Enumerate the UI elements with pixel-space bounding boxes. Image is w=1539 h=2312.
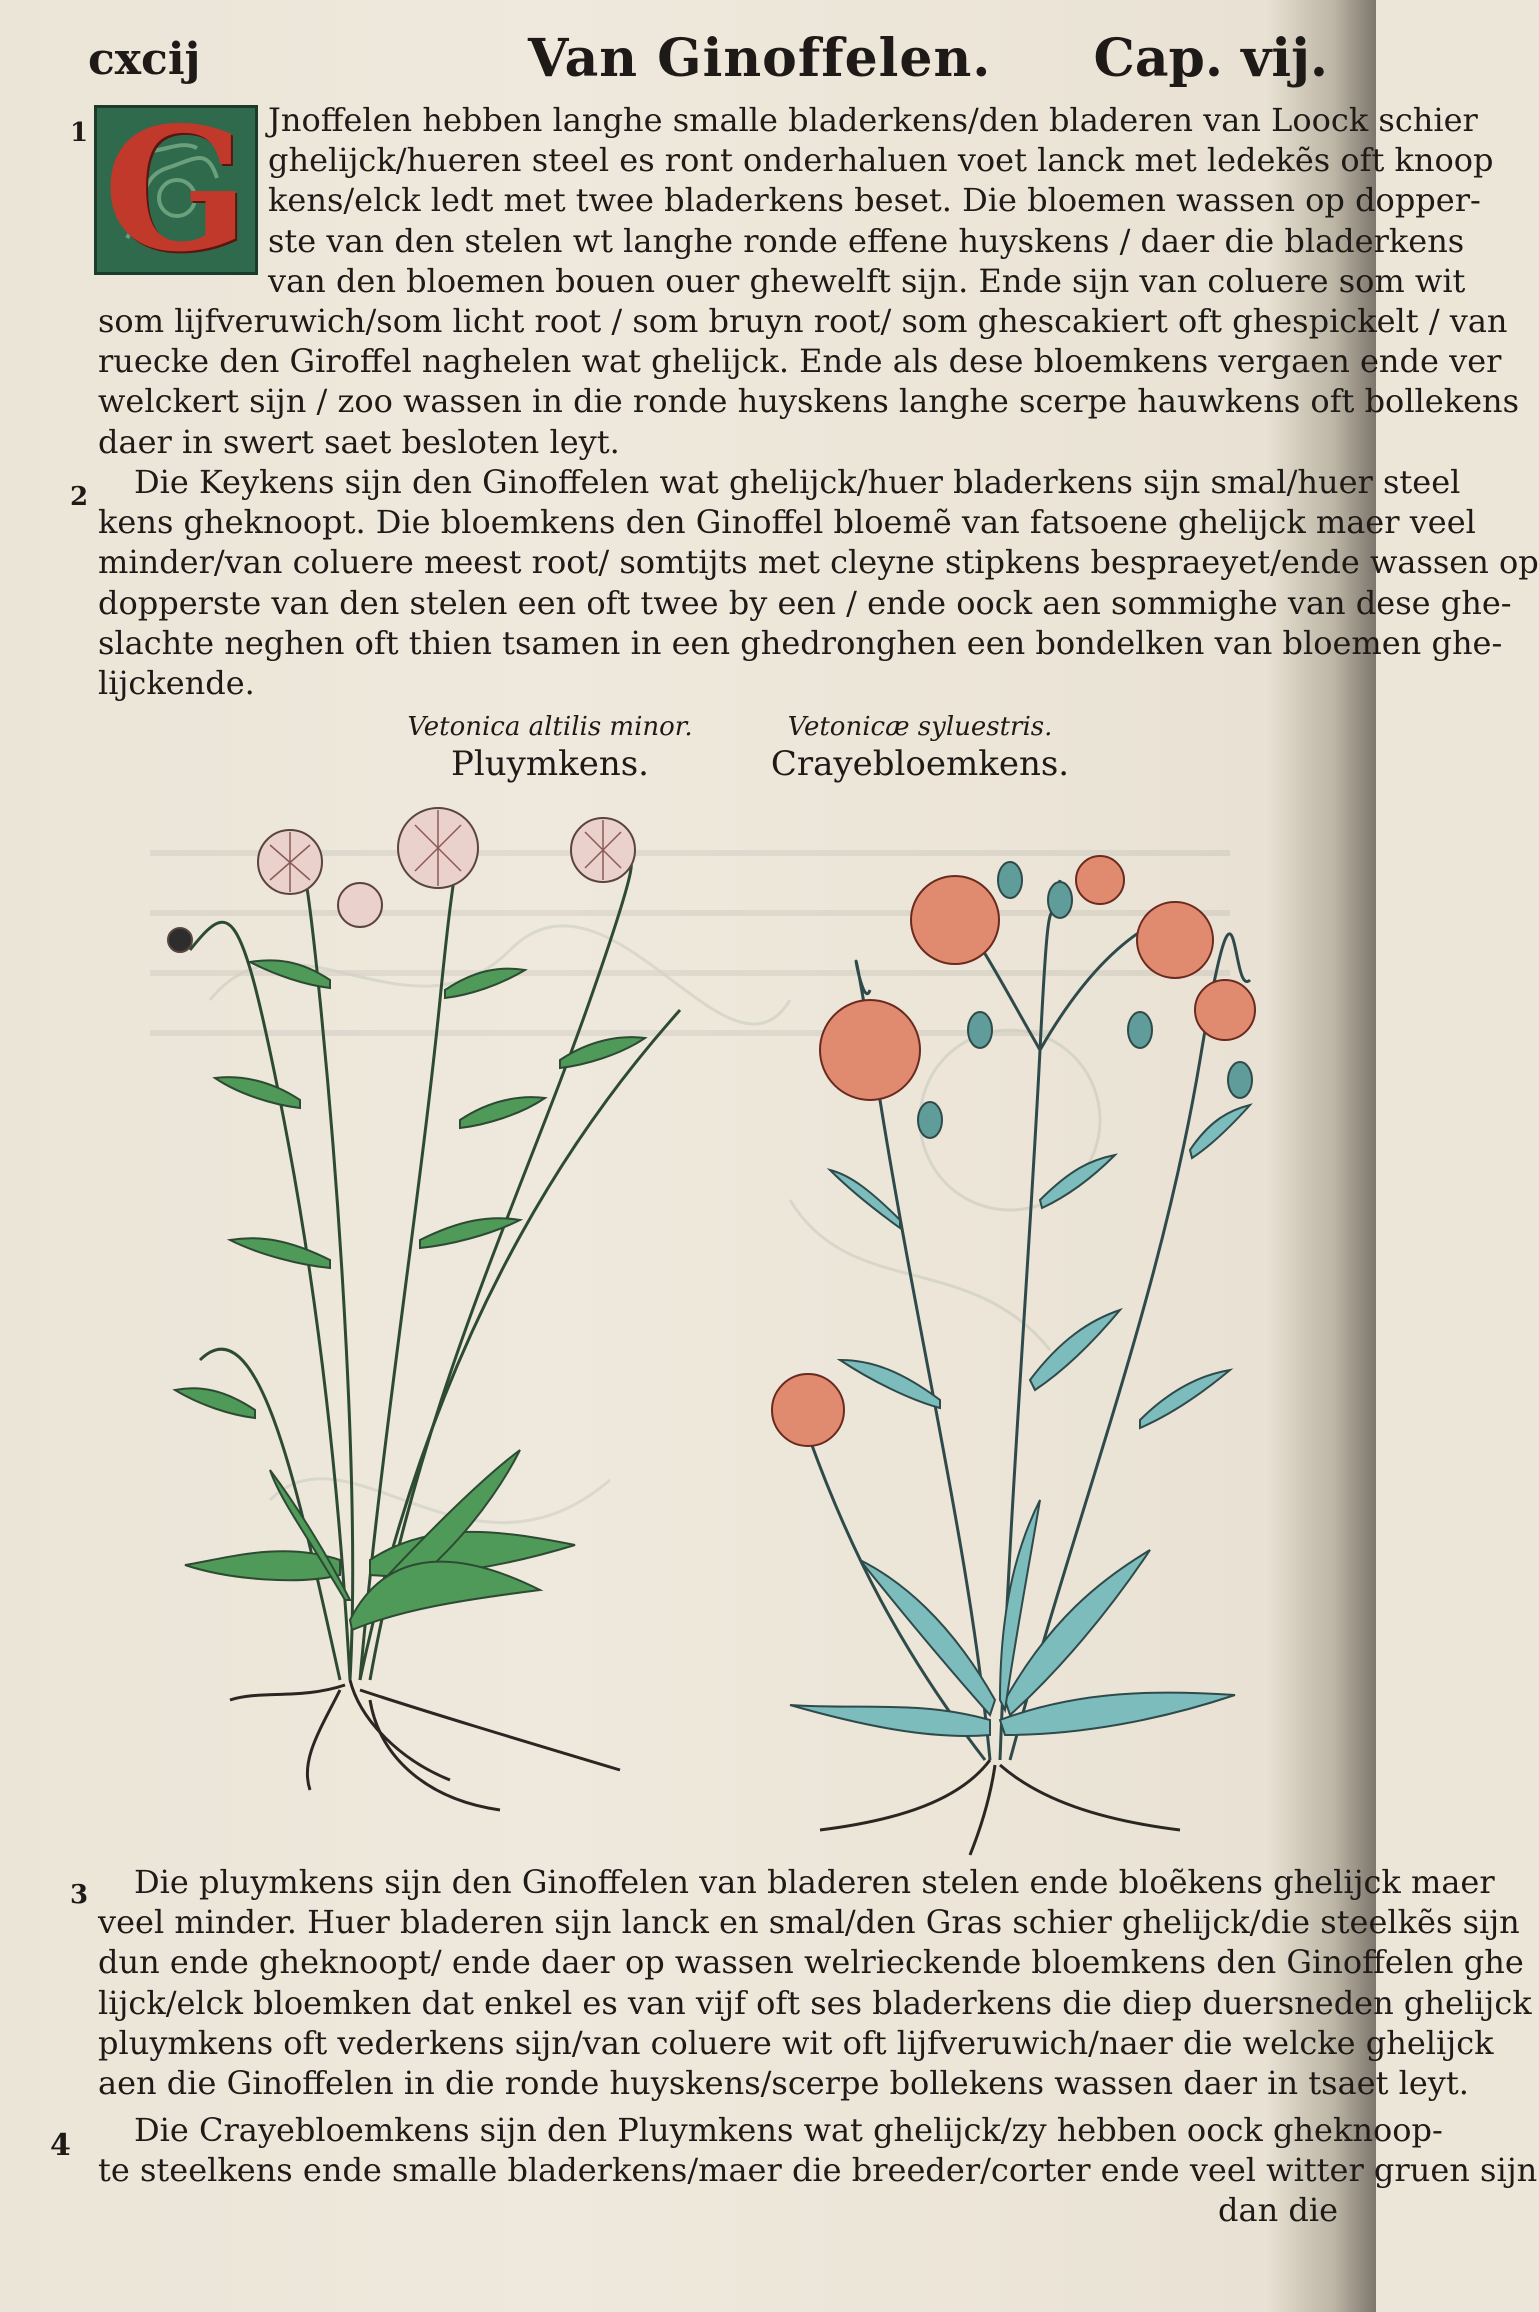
text-line: pluymkens oft vederkens sijn/van coluere wit oft lijfveruwich/naer die welcke ghelijck [98,2023,1494,2062]
paragraph-4 [98,2110,1537,2231]
text-line: Die Keykens sijn den Ginoffelen wat ghelijck/huer bladerkens sijn smal/huer steel [134,463,1461,501]
caption-latin-left: Vetonica altilis minor. [407,712,693,742]
paragraph-3 [98,1862,1532,2103]
text-line: veel minder. Huer bladeren sijn lanck en smal/den Gras schier ghelijck/die steelkẽs sijn [98,1903,1520,1942]
text-line: Jnoffelen hebben langhe smalle bladerkens/den bladeren van Loock schier [268,101,1478,139]
text-line: minder/van coluere meest root/ somtijts met cleyne stipkens bespraeyet/ende wassen op [98,543,1539,582]
text-line: dopperste van den stelen een oft twee by een / ende oock aen sommighe van dese ghe- [98,583,1512,622]
text-line: ghelijck/hueren steel es ront onderhaluen voet lanck met ledekẽs oft knoop [268,141,1494,180]
text-line: kens/elck ledt met twee bladerkens beset. Die bloemen wassen op dopper- [268,181,1481,220]
paragraph-number-2: 2 [70,482,89,512]
text-line: ruecke den Giroffel naghelen wat ghelijck. Ende als dese bloemkens vergaen ende ver [98,342,1502,381]
plant-crayebloemkens [772,856,1255,1855]
text-line: dun ende gheknoopt/ ende daer op wassen welrieckende bloemkens den Ginoffelen ghe [98,1943,1524,1982]
caption-dutch-right: Crayebloemkens. [770,744,1070,784]
initial-letter: G [103,90,249,290]
text-line: welckert sijn / zoo wassen in die ronde huyskens langhe scerpe hauwkens oft bollekens [98,382,1520,421]
text-line: kens gheknoopt. Die bloemkens den Ginoffel bloemẽ van fatsoene ghelijck maer veel [98,503,1476,542]
folio-number: cxcij [88,34,201,85]
paragraph-number-4: 4 [50,2128,71,2163]
text-line: van den bloemen bouen ouer ghewelft sijn. Ende sijn van coluere som wit [268,261,1466,300]
plant-pluymkens [168,808,680,1810]
chapter-title: Van Ginoffelen. [528,28,992,89]
paragraph-number-3: 3 [70,1880,89,1910]
caption-latin-right: Vetonicæ syluestris. [787,712,1053,742]
text-line: slachte neghen oft thien tsamen in een ghedronghen een bondelken van bloemen ghe- [98,623,1503,662]
text-line: dan die [1218,2191,1338,2230]
text-line: Die pluymkens sijn den Ginoffelen van bladeren stelen ende bloẽkens ghelijck maer [134,1863,1495,1901]
paragraph-number-1: 1 [70,118,89,148]
text-line: daer in swert saet besloten leyt. [98,422,620,461]
text-line: te steelkens ende smalle bladerkens/maer die breeder/corter ende veel witter gruen sijn [98,2151,1538,2190]
chapter-number: Cap. vij. [1093,28,1328,89]
caption-dutch-left: Pluymkens. [451,744,649,784]
text-line: lijckende. [98,663,255,702]
text-line: som lijfveruwich/som licht root / som bruyn root/ som ghescakiert oft ghespickelt / van [98,302,1508,340]
text-line: Die Crayebloemkens sijn den Pluymkens wat ghelijck/zy hebben oock gheknoop- [134,2111,1443,2149]
text-line: ste van den stelen wt langhe ronde effene huyskens / daer die bladerkens [268,221,1465,260]
text-line: lijck/elck bloemken dat enkel es van vijf oft ses bladerkens die diep duersneden ghelijck [98,1983,1532,2022]
text-line: aen die Ginoffelen in die ronde huyskens/scerpe bollekens wassen daer in tsaet leyt. [98,2063,1469,2102]
